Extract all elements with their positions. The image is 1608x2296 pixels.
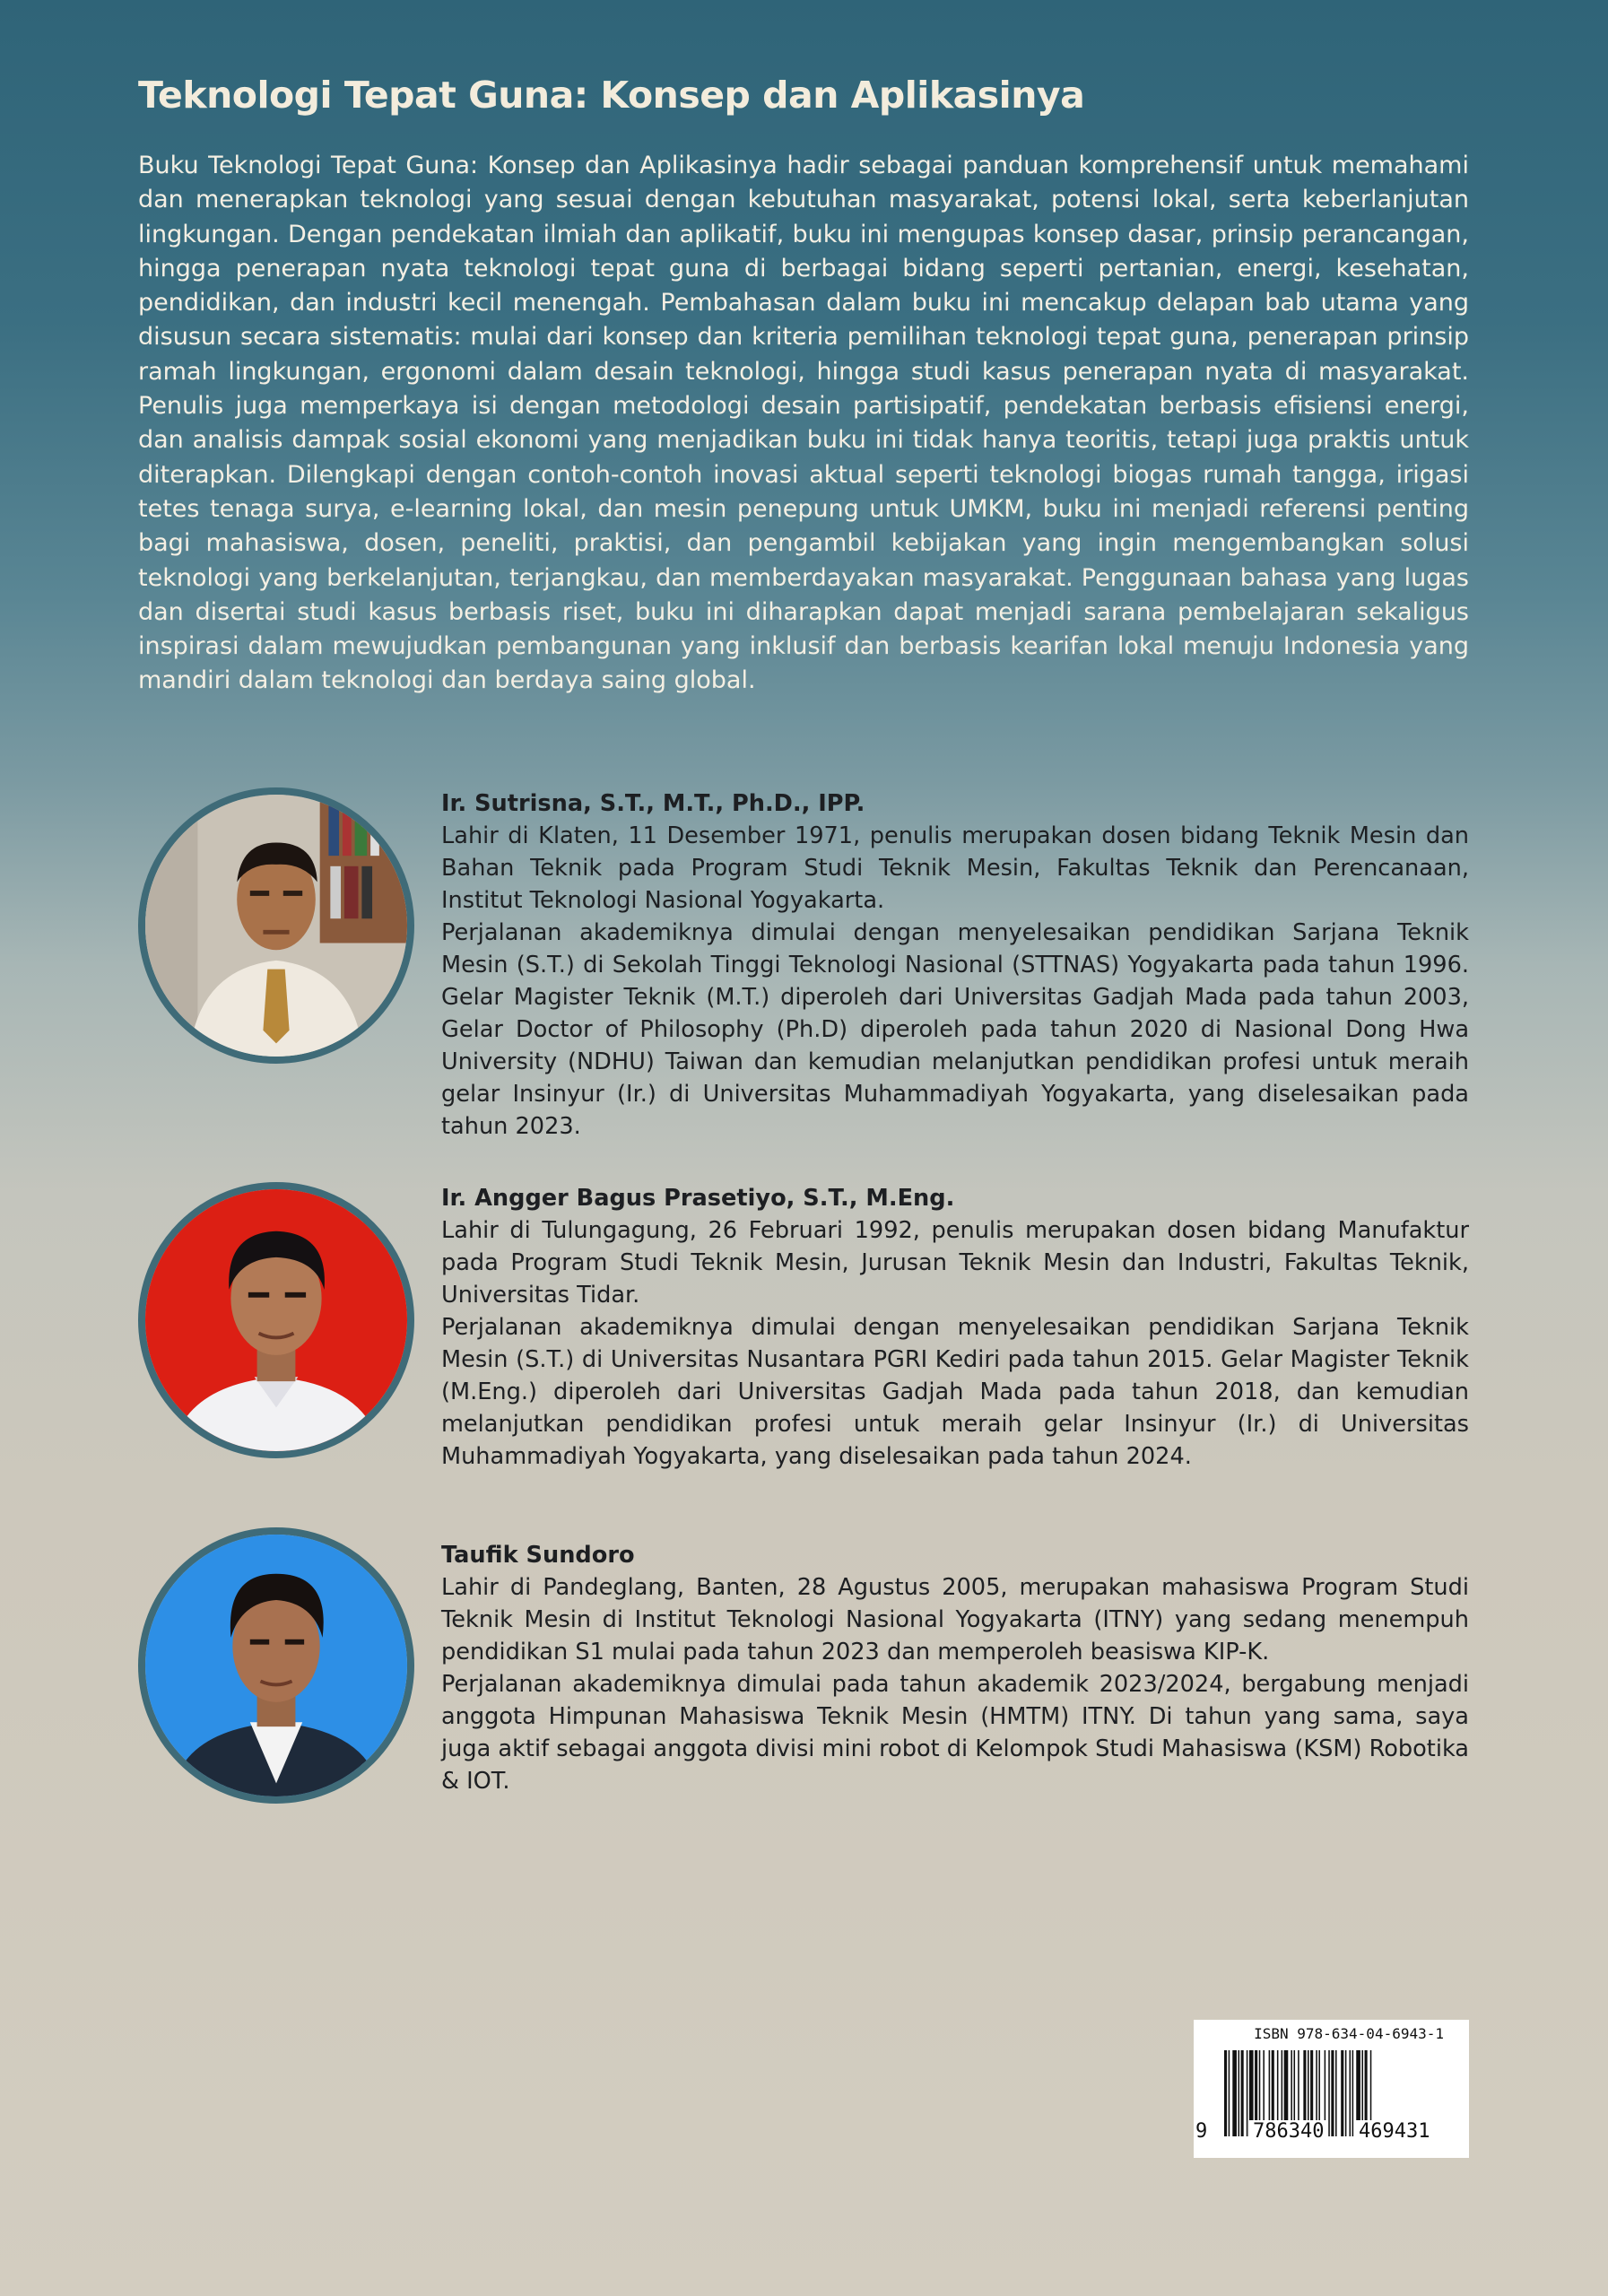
barcode-bar <box>1224 2050 1227 2136</box>
author-bio <box>441 787 1469 1143</box>
author-bio-paragraph: Perjalanan akademiknya dimulai pada tahun akademik 2023/2024, bergabung menjadi anggota Himpunan Mahasiswa Teknik Mesin (HMTM) ITNY. Di tahun yang sama, saya juga aktif sebagai anggota divisi mini robot di Kelompok Studi Mahasiswa (KSM) Robotika & IOT. <box>441 1671 1469 1795</box>
author-name: Ir. Sutrisna, S.T., M.T., Ph.D., IPP. <box>441 790 865 817</box>
author-name: Ir. Angger Bagus Prasetiyo, S.T., M.Eng. <box>441 1185 955 1212</box>
author-photo <box>138 1527 414 1804</box>
author-bio <box>441 1539 1469 1797</box>
barcode-bar <box>1239 2050 1240 2136</box>
barcode-bar <box>1229 2050 1230 2136</box>
barcode-bar <box>1350 2050 1352 2136</box>
author-photo <box>138 1182 414 1458</box>
author-bio-paragraph: Perjalanan akademiknya dimulai dengan menyelesaikan pendidikan Sarjana Teknik Mesin (S.T.) di Universitas Nusantara PGRI Kediri pada tahun 2015. Gelar Magister Teknik (M.Eng.) diperoleh dari Universitas Gadjah Mada pada tahun 2018, dan kemudian melanjutkan pendidikan profesi untuk meraih gelar Insinyur (Ir.) di Universitas Muhammadiyah Yogyakarta, yang diselesaikan pada tahun 2024. <box>441 1314 1469 1470</box>
author-photo-image <box>145 1189 407 1451</box>
author-bio <box>441 1182 1469 1473</box>
author-bio-paragraph: Lahir di Tulungagung, 26 Februari 1992, penulis merupakan dosen bidang Manufaktur pada Program Studi Teknik Mesin, Jurusan Teknik Mesin dan Industri, Fakultas Teknik, Universitas Tidar. <box>441 1217 1469 1309</box>
isbn-barcode <box>1194 2020 1469 2158</box>
barcode-bar <box>1335 2050 1337 2136</box>
author-photo <box>138 787 414 1064</box>
author-bio-paragraph: Lahir di Pandeglang, Banten, 28 Agustus 2005, merupakan mahasiswa Program Studi Teknik Mesin di Institut Teknologi Nasional Yogyakarta (ITNY) yang sedang menempuh pendidikan S1 mulai pada tahun 2023 dan memperoleh beasiswa KIP-K. <box>441 1574 1469 1665</box>
isbn-label: ISBN 978-634-04-6943-1 <box>1254 2025 1444 2042</box>
book-description: Buku Teknologi Tepat Guna: Konsep dan Aplikasinya hadir sebagai panduan komprehensif untuk memahami dan menerapkan teknologi yang sesuai dengan kebutuhan masyarakat, potensi lokal, serta keberlanjutan lingkungan. Dengan pendekatan ilmiah dan aplikatif, buku ini mengupas konsep dasar, prinsip perancangan, hingga penerapan nyata teknologi tepat guna di berbagai bidang seperti pertanian, energi, kesehatan, pendidikan, dan industri kecil menengah. Pembahasan dalam buku ini mencakup delapan bab utama yang disusun secara sistematis: mulai dari konsep dan kriteria pemilihan teknologi tepat guna, penerapan prinsip ramah lingkungan, ergonomi dalam desain teknologi, hingga studi kasus penerapan nyata di masyarakat. Penulis juga memperkaya isi dengan metodologi desain partisipatif, pendekatan berbasis efisiensi energi, dan analisis dampak sosial ekonomi yang menjadikan buku ini tidak hanya teoritis, tetapi juga praktis untuk diterapkan. Dilengkapi dengan contoh-contoh inovasi aktual seperti teknologi biogas rumah tangga, irigasi tetes tenaga surya, e-learning lokal, dan mesin penepung untuk UMKM, buku ini menjadi referensi penting bagi mahasiswa, dosen, peneliti, praktisi, dan pengambil kebijakan yang ingin mengembangkan solusi teknologi yang berkelanjutan, terjangkau, dan memberdayakan masyarakat. Penggunaan bahasa yang lugas dan disertai studi kasus berbasis riset, buku ini diharapkan dapat menjadi sarana pembelajaran sekaligus inspirasi dalam mewujudkan pembangunan yang inklusif dan berbasis kearifan lokal menuju Indonesia yang mandiri dalam teknologi dan berdaya saing global. <box>138 152 1469 695</box>
author-photo-image <box>145 1535 407 1796</box>
barcode-bar <box>1232 2050 1237 2136</box>
author-photo-image <box>145 795 407 1057</box>
author-name: Taufik Sundoro <box>441 1542 635 1569</box>
isbn-digits-left: 786340 <box>1249 2120 1327 2143</box>
barcode-bar <box>1247 2050 1248 2136</box>
author-bio-paragraph: Perjalanan akademiknya dimulai dengan menyelesaikan pendidikan Sarjana Teknik Mesin (S.T.) di Sekolah Tinggi Teknologi Nasional (STTNAS) Yogyakarta pada tahun 1996. Gelar Magister Teknik (M.T.) diperoleh dari Universitas Gadjah Mada pada tahun 2003, Gelar Doctor of Philosophy (Ph.D) diperoleh pada tahun 2020 di Nasional Dong Hwa University (NDHU) Taiwan dan kemudian melanjutkan pendidikan profesi untuk meraih gelar Insinyur (Ir.) di Universitas Muhammadiyah Yogyakarta, yang diselesaikan pada tahun 2023. <box>441 919 1469 1140</box>
barcode-bar <box>1352 2050 1354 2136</box>
barcode-bar <box>1331 2050 1334 2136</box>
book-title: Teknologi Tepat Guna: Konsep dan Aplikasinya <box>138 74 1085 117</box>
barcode-bar <box>1341 2050 1343 2136</box>
author-bio-paragraph: Lahir di Klaten, 11 Desember 1971, penulis merupakan dosen bidang Teknik Mesin dan Bahan Teknik pada Program Studi Teknik Mesin, Fakultas Teknik dan Perencanaan, Institut Teknologi Nasional Yogyakarta. <box>441 822 1469 914</box>
isbn-digit-first: 9 <box>1195 2120 1208 2143</box>
barcode-bar <box>1241 2050 1244 2136</box>
isbn-digits-right: 469431 <box>1355 2120 1433 2143</box>
barcode-bar <box>1345 2050 1347 2136</box>
barcode-bar <box>1328 2050 1330 2136</box>
